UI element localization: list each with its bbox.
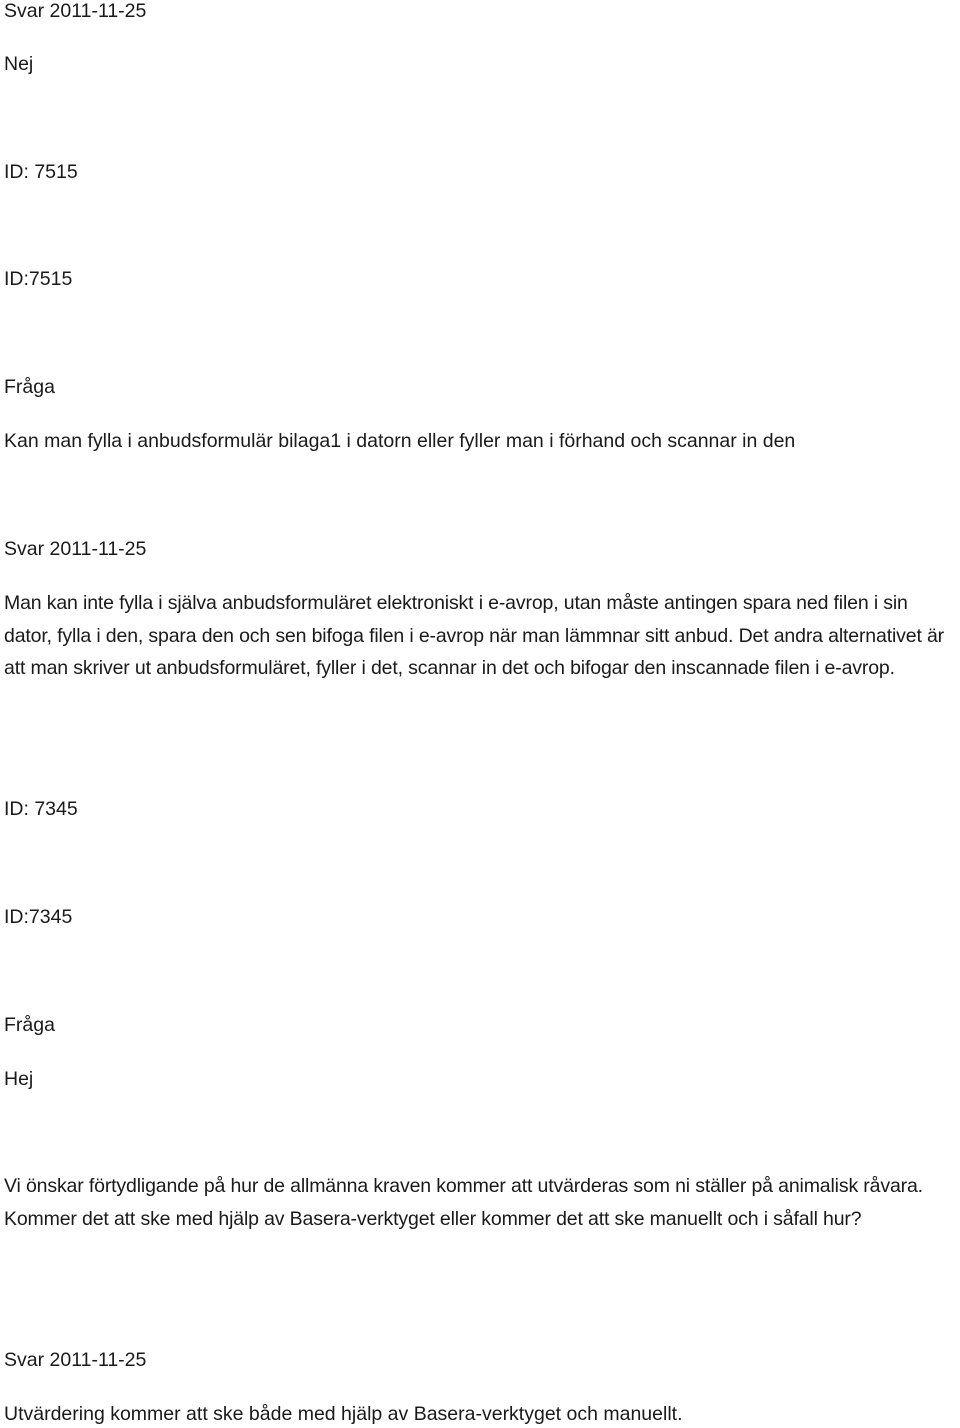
entry-id: ID: 7345: [4, 798, 78, 820]
question-text: Kan man fylla i anbudsformulär bilaga1 i datorn eller fyller man i förhand och scannar in den: [4, 430, 796, 452]
answer-text: Man kan inte fylla i själva anbudsformuläret elektroniskt i e-avrop, utan måste antingen spara ned filen i sin dator, fylla i den, spara den och sen bifoga filen i e-avrop när man lämmnar sitt anbud. Det andra alternativet är att man skriver ut anbudsformuläret, fyller i det, scannar in det och bifogar den inscannade filen i e-avrop.: [4, 592, 945, 679]
answer-text: Nej: [4, 53, 34, 75]
question-label: Fråga: [4, 376, 55, 398]
question-label: Fråga: [4, 1014, 55, 1036]
answer-date-heading: Svar 2011-11-25: [4, 538, 147, 560]
entry-id-compact: ID:7345: [4, 906, 73, 928]
entry-id: ID: 7515: [4, 161, 78, 183]
answer-date-heading: Svar 2011-11-25: [4, 1349, 147, 1371]
entry-id-compact: ID:7515: [4, 268, 73, 290]
question-text: Vi önskar förtydligande på hur de allmänna kraven kommer att utvärderas som ni ställer på animalisk råvara. Kommer det att ske med hjälp av Basera-verktyget eller kommer det att ske manuellt och i såfall hur?: [4, 1175, 923, 1230]
answer-date-heading: Svar 2011-11-25: [4, 0, 147, 22]
answer-text: Utvärdering kommer att ske både med hjälp av Basera-verktyget och manuellt.: [4, 1403, 683, 1425]
question-greeting: Hej: [4, 1068, 34, 1090]
